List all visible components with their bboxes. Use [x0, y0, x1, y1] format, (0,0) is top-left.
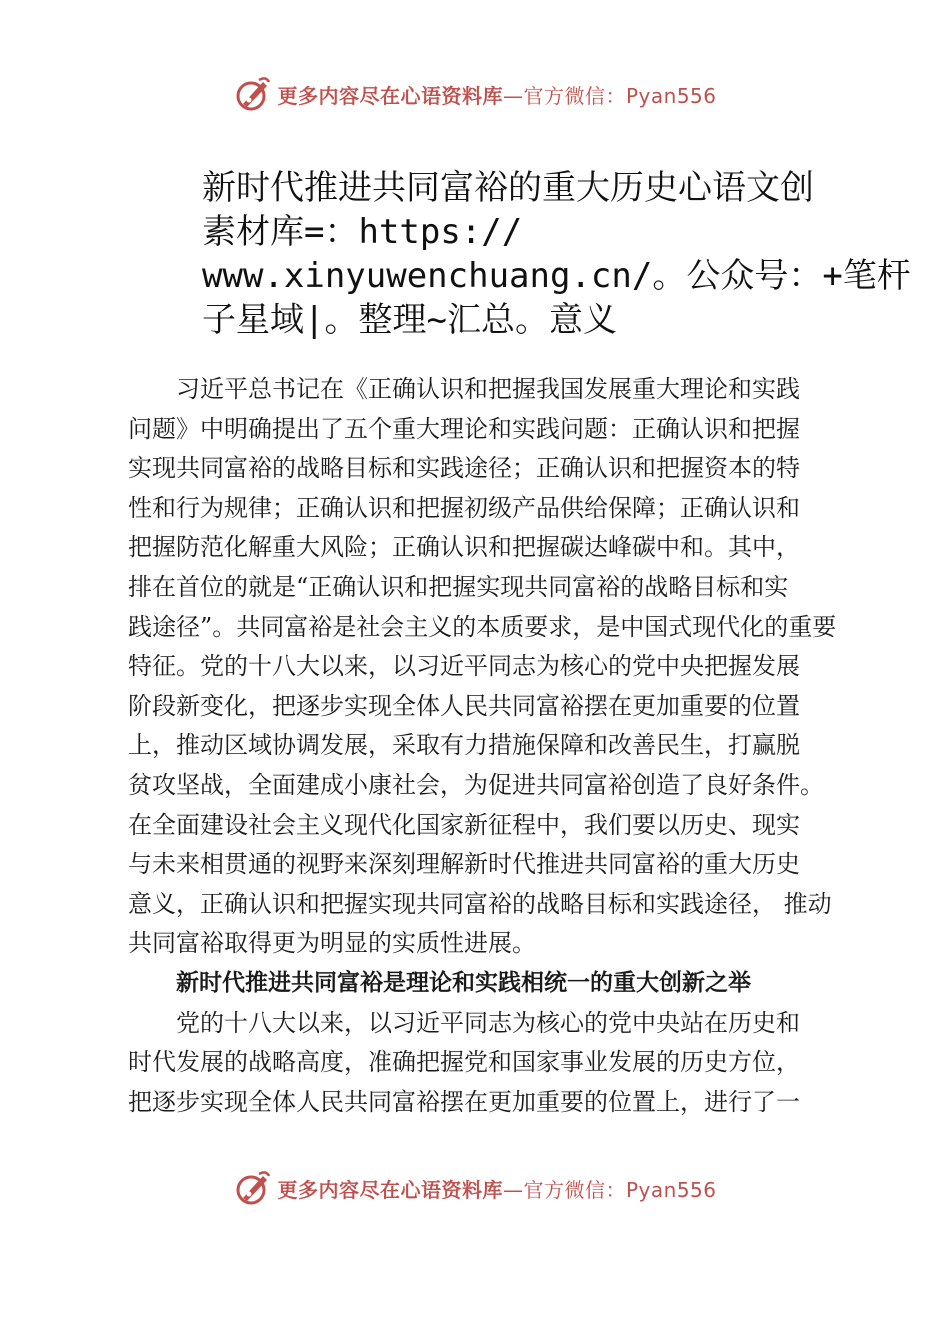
footer-banner [0, 1166, 950, 1210]
body-line: 性和行为规律；正确认识和把握初级产品供给保障；正确认识和 [128, 493, 800, 522]
body-line: 排在首位的就是“正确认识和把握实现共同富裕的战略目标和实 [128, 572, 789, 601]
body-line: 特征。党的十八大以来，以习近平同志为核心的党中央把握发展 [128, 652, 800, 681]
body-line: 把握防范化解重大风险；正确认识和把握碳达峰碳中和。其中， [128, 533, 800, 562]
header-banner-official: 官方微信： [523, 83, 626, 108]
body-line: 意义，正确认识和把握实现共同富裕的战略目标和实践途径， 推动 [128, 889, 832, 918]
body-line: 实现共同富裕的战略目标和实践途径；正确认识和把握资本的特 [128, 454, 800, 483]
title-line: 素材库=：https:// [202, 212, 523, 252]
footer-banner-id: Pyan556 [625, 1177, 717, 1202]
header-banner [0, 72, 950, 116]
body-line: 践途径”。共同富裕是社会主义的本质要求，是中国式现代化的重要 [128, 612, 837, 641]
body-line: 贫攻坚战，全面建成小康社会，为促进共同富裕创造了良好条件。 [128, 770, 824, 799]
header-banner-main: 更多内容尽在心语资料库 [277, 83, 503, 108]
section-heading: 新时代推进共同富裕是理论和实践相统一的重大创新之举 [176, 969, 751, 996]
footer-banner-text [277, 1174, 716, 1203]
body-line: 在全面建设社会主义现代化国家新征程中，我们要以历史、现实 [128, 810, 800, 839]
fountain-pen-seal-icon [233, 74, 273, 114]
body-line: 时代发展的战略高度，准确把握党和国家事业发展的历史方位， [128, 1048, 800, 1077]
footer-banner-dash: — [502, 1177, 524, 1202]
title-line: 新时代推进共同富裕的重大历史心语文创 [202, 168, 814, 208]
footer-banner-official: 官方微信： [523, 1177, 626, 1202]
header-banner-text [277, 80, 716, 109]
body-line: 共同富裕取得更为明显的实质性进展。 [128, 929, 536, 958]
footer-banner-main: 更多内容尽在心语资料库 [277, 1177, 503, 1202]
header-banner-dash: — [502, 83, 524, 108]
body-line: 阶段新变化，把逐步实现全体人民共同富裕摆在更加重要的位置 [128, 691, 800, 720]
header-banner-id: Pyan556 [625, 83, 717, 108]
article-body [128, 370, 840, 1122]
fountain-pen-seal-icon [233, 1168, 273, 1208]
body-line: 习近平总书记在《正确认识和把握我国发展重大理论和实践 [176, 375, 800, 403]
body-line: 与未来相贯通的视野来深刻理解新时代推进共同富裕的重大历史 [128, 850, 800, 879]
body-line: 把逐步实现全体人民共同富裕摆在更加重要的位置上，进行了一 [128, 1087, 800, 1116]
body-line: 党的十八大以来，以习近平同志为核心的党中央站在历史和 [176, 1008, 800, 1037]
page-title [202, 166, 911, 342]
title-line: 子星域|。整理~汇总。意义 [202, 300, 617, 340]
body-line: 问题》中明确提出了五个重大理论和实践问题：正确认识和把握 [128, 414, 800, 443]
body-line: 上，推动区域协调发展，采取有力措施保障和改善民生，打赢脱 [128, 731, 800, 760]
title-line: www.xinyuwenchuang.cn/。公众号：+笔杆 [202, 256, 911, 296]
